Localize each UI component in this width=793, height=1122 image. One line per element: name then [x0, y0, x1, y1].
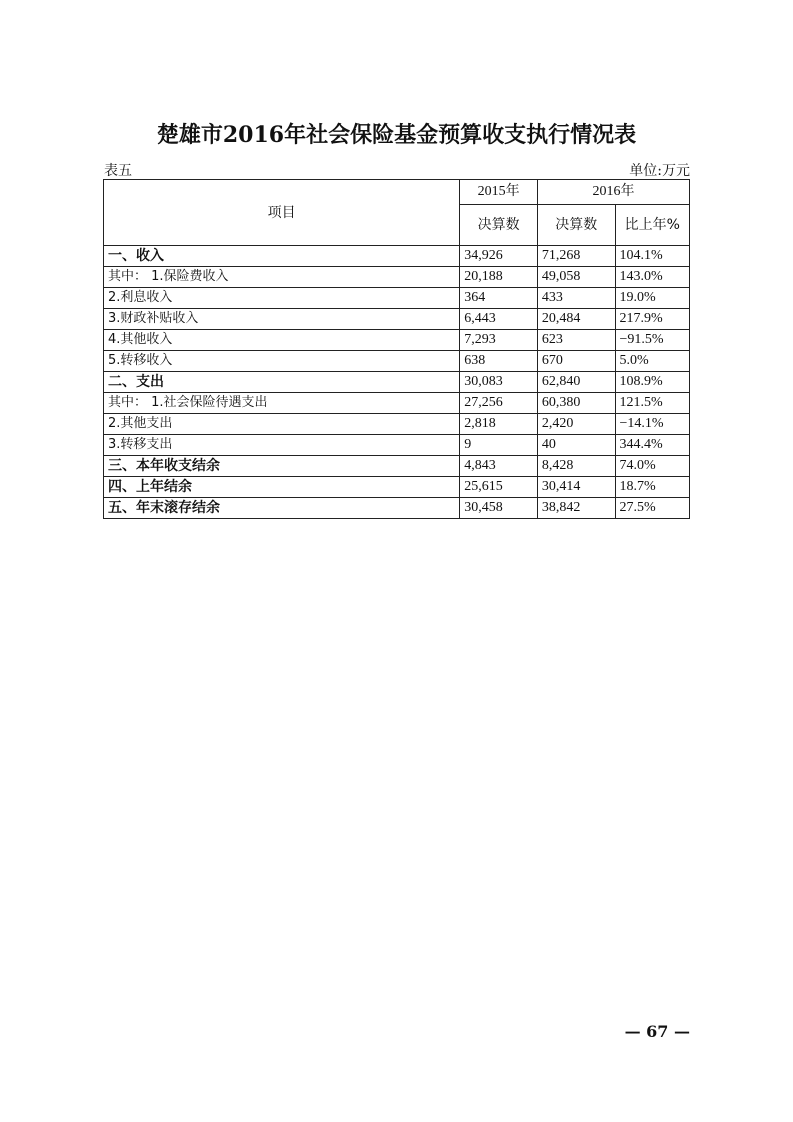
row-2016: 60,380 [537, 393, 615, 414]
row-2015: 9 [460, 435, 538, 456]
row-2015: 25,615 [460, 477, 538, 498]
row-pct: 108.9% [615, 372, 689, 393]
table-row [104, 393, 690, 414]
table-row [104, 246, 690, 267]
row-2015: 27,256 [460, 393, 538, 414]
page-number: — 67 — [624, 1022, 690, 1041]
row-2016: 2,420 [537, 414, 615, 435]
row-pct: 121.5% [615, 393, 689, 414]
header-year-2015: 2015年 [460, 180, 538, 205]
row-2015: 6,443 [460, 309, 538, 330]
row-label: 2.利息收入 [104, 288, 460, 309]
row-2015: 34,926 [460, 246, 538, 267]
row-2015: 4,843 [460, 456, 538, 477]
row-label: 五、年末滚存结余 [104, 498, 460, 519]
row-2015: 7,293 [460, 330, 538, 351]
row-2015: 638 [460, 351, 538, 372]
unit-label: 单位:万元 [629, 163, 690, 179]
row-label: 一、收入 [104, 246, 460, 267]
table-row [104, 414, 690, 435]
table-row [104, 309, 690, 330]
row-2016: 38,842 [537, 498, 615, 519]
row-2016: 20,484 [537, 309, 615, 330]
row-2016: 62,840 [537, 372, 615, 393]
table-row [104, 267, 690, 288]
row-pct: 5.0% [615, 351, 689, 372]
row-2016: 40 [537, 435, 615, 456]
table-row [104, 498, 690, 519]
row-2016: 670 [537, 351, 615, 372]
row-label: 其中： 1.社会保险待遇支出 [104, 393, 460, 414]
row-pct: −14.1% [615, 414, 689, 435]
row-2015: 30,083 [460, 372, 538, 393]
table-row [104, 351, 690, 372]
row-label: 4.其他收入 [104, 330, 460, 351]
row-label: 3.财政补贴收入 [104, 309, 460, 330]
row-pct: 27.5% [615, 498, 689, 519]
header-item: 项目 [104, 180, 460, 246]
row-label: 3.转移支出 [104, 435, 460, 456]
budget-table [103, 179, 690, 519]
row-pct: −91.5% [615, 330, 689, 351]
table-row [104, 435, 690, 456]
row-pct: 344.4% [615, 435, 689, 456]
row-pct: 19.0% [615, 288, 689, 309]
table-row [104, 372, 690, 393]
row-pct: 143.0% [615, 267, 689, 288]
table-row [104, 330, 690, 351]
row-label: 5.转移收入 [104, 351, 460, 372]
row-2016: 71,268 [537, 246, 615, 267]
row-2015: 364 [460, 288, 538, 309]
header-year-2016: 2016年 [537, 180, 689, 205]
row-2016: 433 [537, 288, 615, 309]
row-pct: 18.7% [615, 477, 689, 498]
row-label: 二、支出 [104, 372, 460, 393]
row-pct: 104.1% [615, 246, 689, 267]
header-row-1 [104, 180, 690, 205]
row-2015: 30,458 [460, 498, 538, 519]
row-2016: 30,414 [537, 477, 615, 498]
row-2016: 8,428 [537, 456, 615, 477]
row-label: 其中： 1.保险费收入 [104, 267, 460, 288]
header-yoy-pct: 比上年% [615, 205, 689, 246]
header-2015-final: 决算数 [460, 205, 538, 246]
table-row [104, 456, 690, 477]
row-pct: 74.0% [615, 456, 689, 477]
row-2015: 20,188 [460, 267, 538, 288]
row-label: 四、上年结余 [104, 477, 460, 498]
row-label: 三、本年收支结余 [104, 456, 460, 477]
row-label: 2.其他支出 [104, 414, 460, 435]
row-pct: 217.9% [615, 309, 689, 330]
header-2016-final: 决算数 [537, 205, 615, 246]
page-title: 楚雄市2016年社会保险基金预算收支执行情况表 [156, 122, 637, 148]
table-row [104, 477, 690, 498]
row-2016: 49,058 [537, 267, 615, 288]
table-row [104, 288, 690, 309]
row-2016: 623 [537, 330, 615, 351]
row-2015: 2,818 [460, 414, 538, 435]
table-label: 表五 [104, 163, 132, 179]
